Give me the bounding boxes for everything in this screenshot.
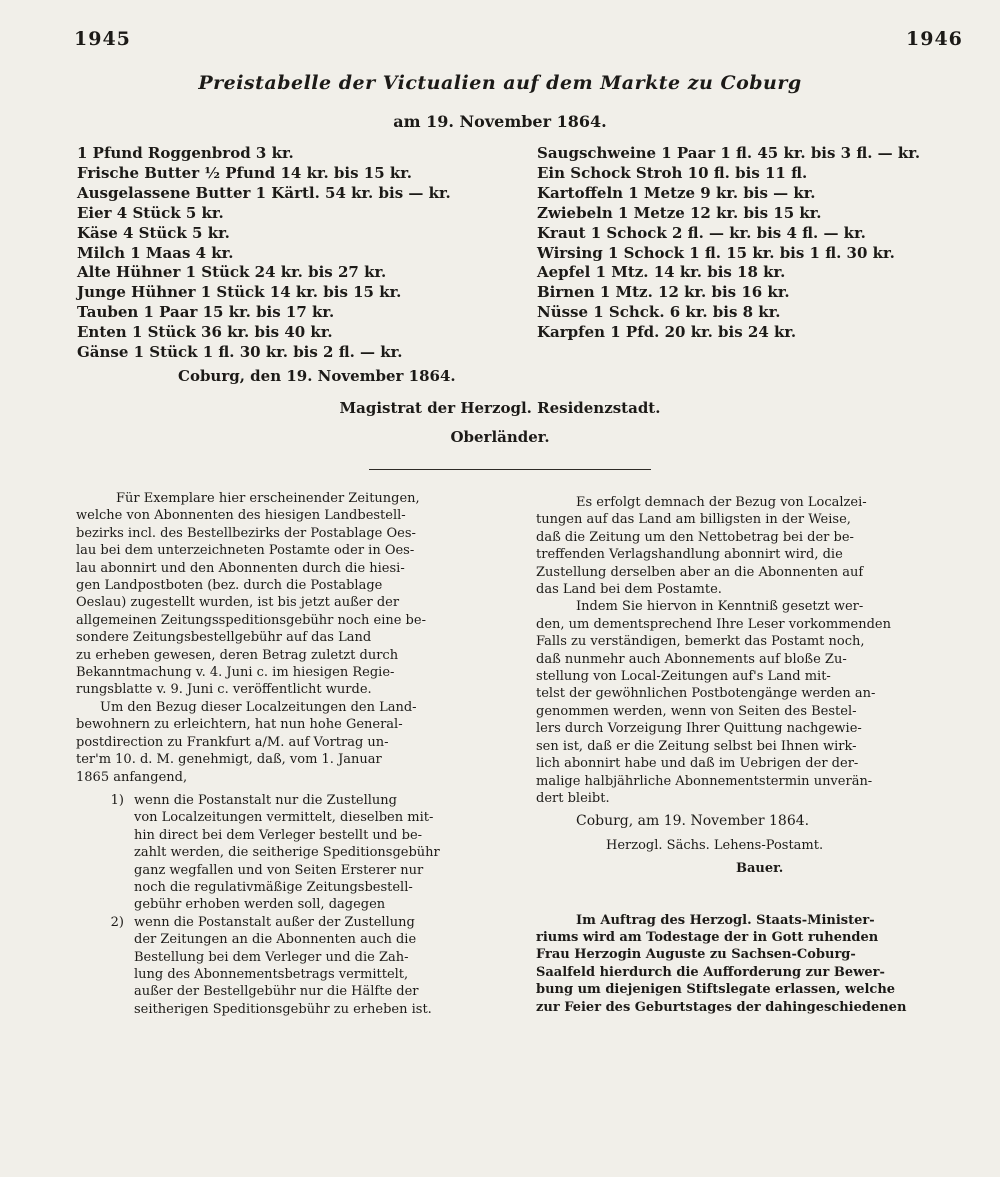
text-line: lau abonnirt und den Abonnenten durch die hiesi- [76, 560, 405, 576]
price-table-authority: Magistrat der Herzogl. Residenzstadt. [339, 399, 661, 417]
list-item-text [134, 914, 432, 1018]
text-line: gen Landpostboten (bez. durch die Postablage [76, 578, 383, 594]
page-number-right: 1946 [906, 28, 963, 50]
text-line: ganz wegfallen und von Seiten Ersterer nur [134, 862, 424, 878]
text-line: tungen auf das Land am billigsten in der Weise, [536, 512, 851, 528]
text-line: seitherigen Speditionsgebühr zu erheben ist. [134, 1001, 432, 1017]
list-item-1 [76, 792, 440, 914]
text-line: rungsblatte v. 9. Juni c. veröffentlicht wurde. [76, 682, 372, 698]
price-list-right [537, 144, 920, 343]
text-line: Saalfeld hierdurch die Aufforderung zur Bewer- [536, 964, 885, 980]
text-line: genommen werden, wenn von Seiten des Bestel- [536, 703, 857, 719]
text-line: bung um diejenigen Stiftslegate erlassen, welche [536, 982, 896, 998]
price-item: Kraut 1 Schock 2 fl. — kr. bis 4 fl. — kr. [537, 223, 866, 242]
text-line: gebühr erhoben werden soll, dagegen [134, 897, 386, 913]
text-line: daß nunmehr auch Abonnements auf bloße Zu- [536, 651, 847, 667]
page-number-left: 1945 [74, 28, 131, 50]
price-item: Käse 4 Stück 5 kr. [77, 223, 230, 242]
price-item: Junge Hühner 1 Stück 14 kr. bis 15 kr. [77, 283, 402, 302]
text-line: welche von Abonnenten des hiesigen Landbestell- [76, 508, 406, 524]
next-notice [536, 912, 906, 1016]
notice-signature: Bauer. [736, 861, 784, 877]
price-item: Ein Schock Stroh 10 fl. bis 11 fl. [537, 163, 808, 182]
text-line: daß die Zeitung um den Nettobetrag bei der be- [536, 529, 854, 545]
price-table-date: am 19. November 1864. [393, 112, 607, 131]
text-line: Es erfolgt demnach der Bezug von Localzei- [576, 495, 867, 510]
price-item: Nüsse 1 Schck. 6 kr. bis 8 kr. [537, 303, 781, 322]
price-item: Enten 1 Stück 36 kr. bis 40 kr. [77, 323, 333, 342]
text-line: wenn die Postanstalt nur die Zustellung [134, 792, 398, 808]
text-line: lich abonnirt habe und daß im Uebrigen der der- [536, 756, 859, 772]
text-line: Im Auftrag des Herzogl. Staats-Minister- [576, 912, 875, 928]
price-table-signature: Oberländer. [450, 428, 550, 446]
list-item-2 [76, 914, 440, 1018]
price-item: Alte Hühner 1 Stück 24 kr. bis 27 kr. [77, 263, 387, 282]
price-item: Ausgelassene Butter 1 Kärtl. 54 kr. bis — kr. [77, 183, 451, 202]
notice-column-left [76, 490, 440, 1018]
text-line: 1865 anfangend, [76, 769, 188, 785]
text-line: den, um dementsprechend Ihre Leser vorkommenden [536, 616, 891, 632]
text-line: von Localzeitungen vermittelt, dieselben mit- [134, 810, 434, 826]
price-item: Saugschweine 1 Paar 1 fl. 45 kr. bis 3 fl. — kr. [537, 144, 921, 162]
list-number: 1) [110, 792, 124, 808]
text-line: lung des Abonnementsbetrags vermittelt, [134, 966, 409, 982]
text-line: dert bleibt. [536, 790, 610, 806]
text-line: sondere Zeitungsbestellgebühr auf das Land [76, 630, 372, 646]
text-line: wenn die Postanstalt außer der Zustellung [134, 914, 415, 930]
price-table-place-date: Coburg, den 19. November 1864. [178, 367, 456, 385]
price-item: Wirsing 1 Schock 1 fl. 15 kr. bis 1 fl. 30 kr. [537, 243, 895, 262]
notice-office: Herzogl. Sächs. Lehens-Postamt. [606, 837, 824, 853]
notice-column-right [536, 494, 906, 1016]
price-item: Birnen 1 Mtz. 12 kr. bis 16 kr. [537, 283, 790, 302]
section-divider [369, 469, 651, 470]
text-line: zu erheben gewesen, deren Betrag zuletzt durch [76, 647, 399, 663]
price-item: Milch 1 Maas 4 kr. [77, 243, 234, 262]
text-line: Bestellung bei dem Verleger und die Zah- [134, 949, 409, 965]
list-number: 2) [110, 914, 124, 930]
text-line: malige halbjährliche Abonnementstermin unverän- [536, 773, 873, 789]
text-line: lau bei dem unterzeichneten Postamte oder in Oes- [76, 543, 415, 559]
price-table-title: Preistabelle der Victualien auf dem Markte zu Coburg [198, 72, 802, 94]
text-line: noch die regulativmäßige Zeitungsbestell- [134, 879, 413, 895]
text-line: riums wird am Todestage der in Gott ruhenden [536, 929, 879, 945]
text-line: bewohnern zu erleichtern, hat nun hohe General- [76, 717, 403, 733]
text-line: Für Exemplare hier erscheinender Zeitungen, [116, 491, 420, 506]
price-item: Eier 4 Stück 5 kr. [77, 203, 224, 222]
text-line: zur Feier des Geburtstages der dahingeschiedenen [536, 999, 907, 1015]
price-item: Zwiebeln 1 Metze 12 kr. bis 15 kr. [537, 203, 822, 222]
text-line: ter'm 10. d. M. genehmigt, daß, vom 1. Januar [76, 752, 382, 768]
text-line: allgemeinen Zeitungsspeditionsgebühr noch eine be- [76, 612, 426, 628]
notice-place-date: Coburg, am 19. November 1864. [576, 813, 810, 830]
price-item: Kartoffeln 1 Metze 9 kr. bis — kr. [537, 183, 816, 202]
text-line: Indem Sie hiervon in Kenntniß gesetzt wer- [576, 599, 864, 615]
price-item: Frische Butter ½ Pfund 14 kr. bis 15 kr. [77, 163, 413, 182]
text-line: außer der Bestellgebühr nur die Hälfte der [134, 984, 419, 1000]
text-line: bezirks incl. des Bestellbezirks der Postablage Oes- [76, 525, 416, 541]
price-item: Aepfel 1 Mtz. 14 kr. bis 18 kr. [537, 263, 786, 282]
text-line: Oeslau) zugestellt wurden, ist bis jetzt außer der [76, 595, 400, 611]
text-line: Bekanntmachung v. 4. Juni c. im hiesigen Regie- [76, 665, 395, 681]
text-line: Frau Herzogin Auguste zu Sachsen-Coburg- [536, 947, 856, 963]
text-line: Falls zu verständigen, bemerkt das Postamt noch, [536, 634, 865, 650]
text-line: stellung von Local-Zeitungen auf's Land mit- [536, 669, 831, 685]
price-item: Tauben 1 Paar 15 kr. bis 17 kr. [77, 303, 335, 322]
text-line: das Land bei dem Postamte. [536, 582, 722, 598]
text-line: postdirection zu Frankfurt a/M. auf Vortrag un- [76, 734, 389, 750]
text-line: hin direct bei dem Verleger bestellt und be- [134, 827, 423, 843]
price-item: Gänse 1 Stück 1 fl. 30 kr. bis 2 fl. — kr. [77, 343, 403, 362]
text-line: treffenden Verlagshandlung abonnirt wird, die [536, 547, 843, 563]
price-item: 1 Pfund Roggenbrod 3 kr. [77, 144, 294, 162]
text-line: lers durch Vorzeigung Ihrer Quittung nachgewie- [536, 721, 862, 737]
text-line: zahlt werden, die seitherige Speditionsgebühr [134, 845, 440, 861]
text-line: der Zeitungen an die Abonnenten auch die [134, 932, 417, 948]
text-line: sen ist, daß er die Zeitung selbst bei Ihnen wirk- [536, 738, 857, 754]
price-item: Karpfen 1 Pfd. 20 kr. bis 24 kr. [537, 323, 797, 342]
price-list-left [77, 144, 451, 363]
text-line: Zustellung derselben aber an die Abonnenten auf [536, 564, 864, 580]
list-item-text [134, 792, 440, 914]
text-line: Um den Bezug dieser Localzeitungen den Land- [100, 699, 417, 715]
text-line: telst der gewöhnlichen Postbotengänge werden an- [536, 686, 876, 702]
